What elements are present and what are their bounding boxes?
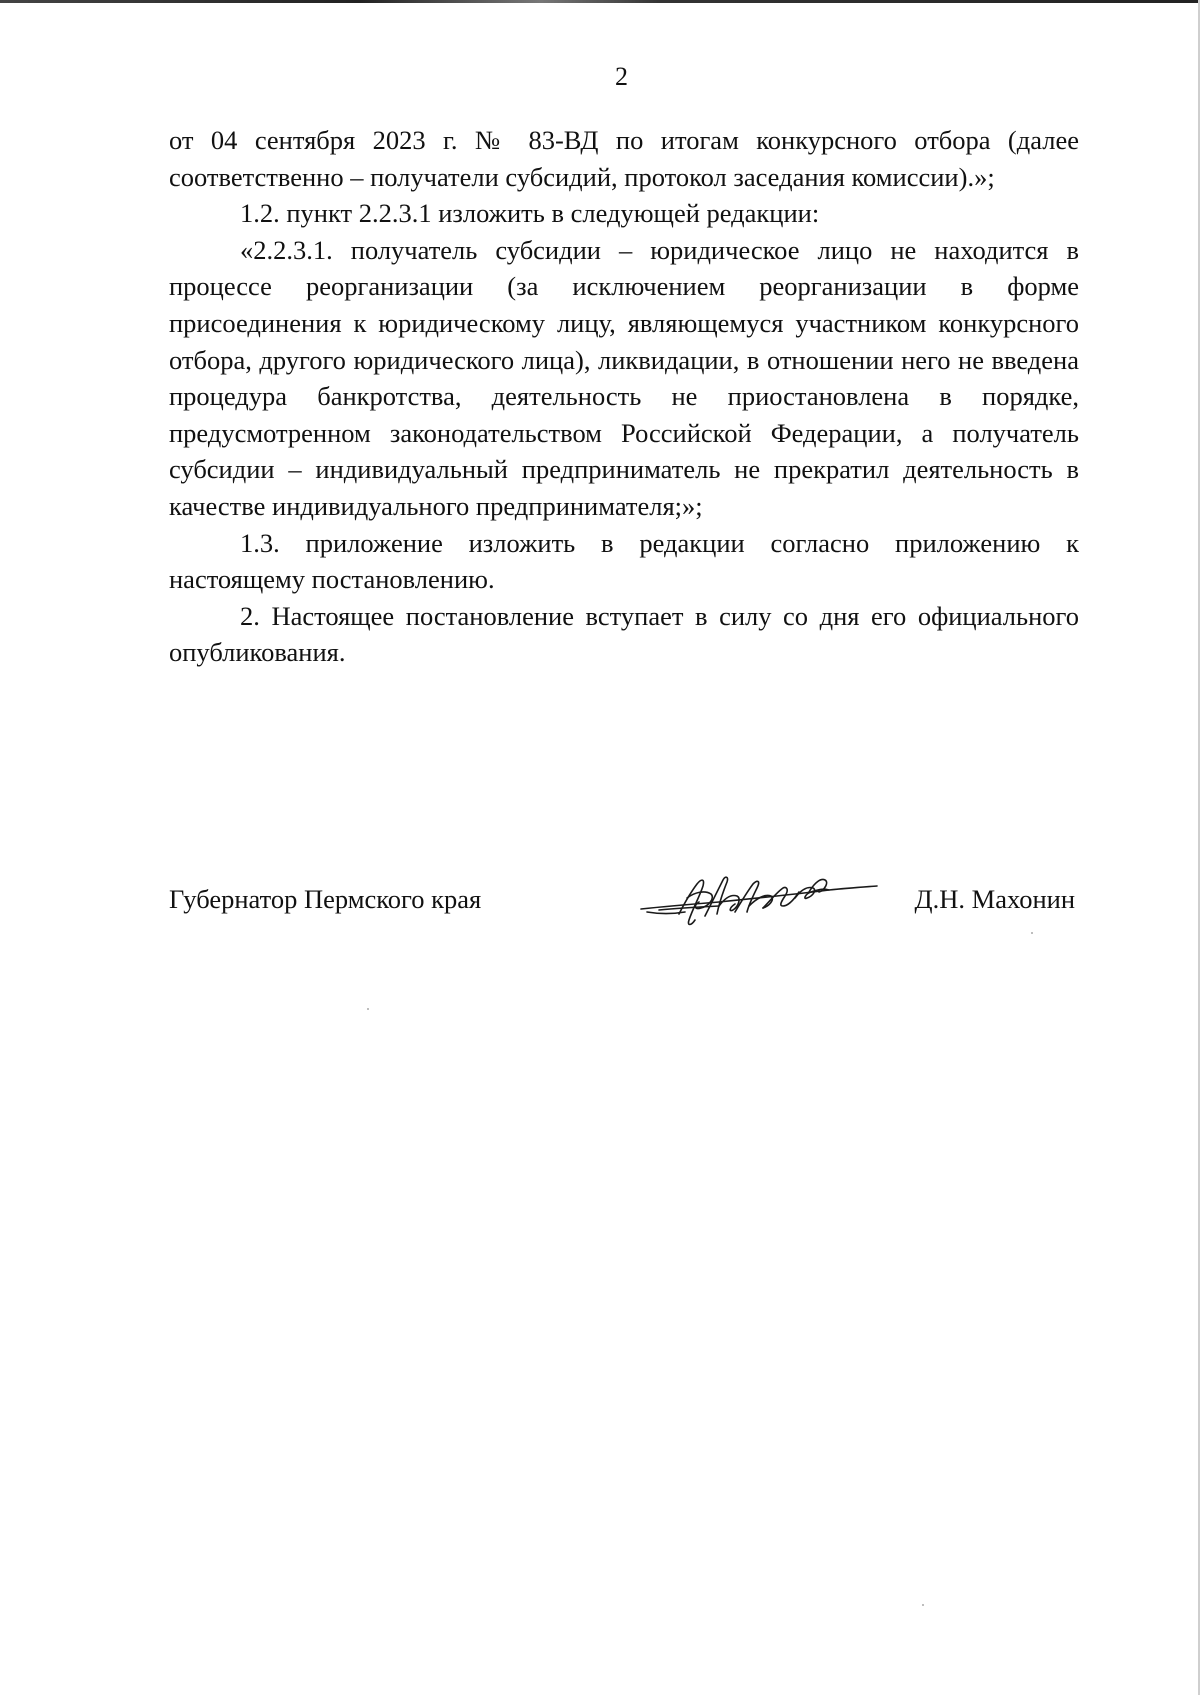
paragraph-item-1-2: 1.2. пункт 2.2.3.1 изложить в следующей редакции: (240, 198, 820, 229)
scan-edge-top (0, 0, 1200, 3)
signer-title: Губернатор Пермского края (169, 884, 482, 914)
paragraph-continuation: от 04 сентября 2023 г. № 83-ВД по итогам конкурсного отбора (далее соответственно – получатели субсидий, протокол заседания комиссии).»; (169, 125, 1079, 192)
scan-speck (1031, 932, 1033, 934)
signer-name: Д.Н. Махонин (914, 884, 1075, 914)
document-body (169, 122, 1079, 671)
paragraph-clause-2-2-3-1: «2.2.3.1. получатель субсидии – юридическое лицо не находится в процессе реорганизации (за исключением реорганизации в форме присоединения к юридическому лицу, являющемуся участником конкурсного отбора, другого юридического лица), ликвидации, в отношении него не введена процедура банкротства, деятельность не приостановлена в порядке, предусмотренном законодательством Российской Федерации, а получатель субсидии – индивидуальный предприниматель не прекратил деятельность в качестве индивидуального предпринимателя;»; (169, 234, 1079, 521)
signature-block (169, 862, 1079, 962)
scan-speck (367, 1008, 369, 1010)
handwritten-signature (639, 862, 879, 932)
paragraph-item-1-3: 1.3. приложение изложить в редакции согласно приложению к настоящему постановлению. (169, 527, 1079, 595)
paragraph-item-2: 2. Настоящее постановление вступает в силу со дня его официального опубликования. (169, 600, 1079, 668)
scan-speck (922, 1604, 924, 1606)
page-number: 2 (615, 62, 628, 91)
